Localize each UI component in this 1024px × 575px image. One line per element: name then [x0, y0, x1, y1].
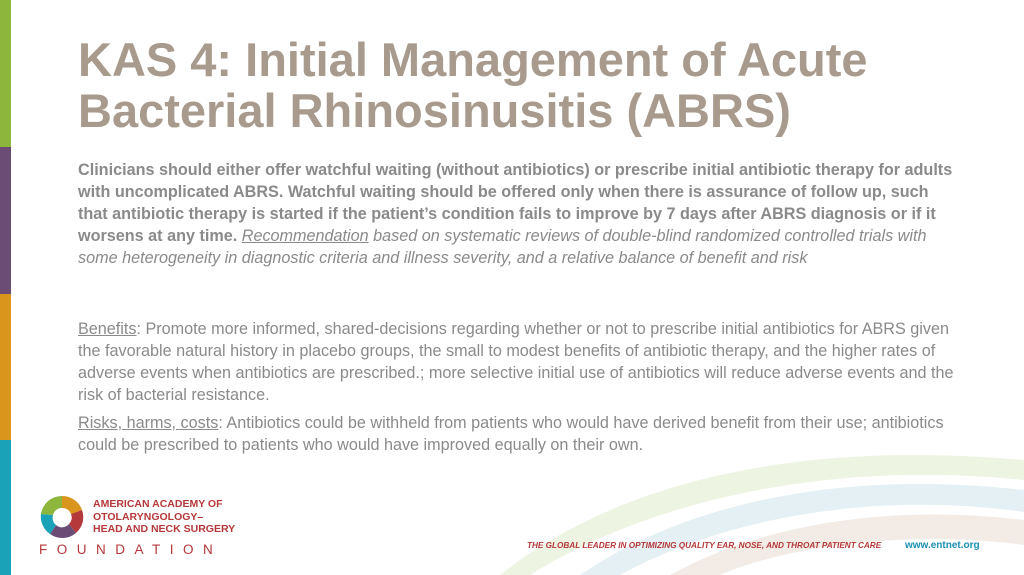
- recommendation-statement: [78, 159, 958, 269]
- risks-paragraph: [78, 412, 958, 456]
- slide-title: KAS 4: Initial Management of Acute Bacterial Rhinosinusitis (ABRS): [78, 33, 868, 137]
- org-line-3: HEAD AND NECK SURGERY: [93, 523, 236, 535]
- website-link[interactable]: www.entnet.org: [905, 540, 980, 551]
- statement-bold-text: Clinicians should either offer watchful waiting (without antibiotics) or prescribe initial antibiotic therapy for adults with uncomplicated ABRS. Watchful waiting should be offered only when there is assurance of follow up, such that antibiotic therapy is started if the patient’s condition fails to improve by 7 days after ABRS diagnosis or if it worsens at any time.: [78, 161, 953, 245]
- left-color-stripe: [0, 0, 11, 575]
- org-line-1: AMERICAN ACADEMY OF: [93, 498, 223, 510]
- stripe-green: [0, 0, 11, 147]
- benefits-text: : Promote more informed, shared-decisions regarding whether or not to prescribe initial antibiotics for ABRS given the favorable natural history in placebo groups, the small to modest benefits of antibiotic therapy, and the higher rates of adverse events when antibiotics are prescribed.; more selective initial use of antibiotics will reduce adverse events and the risk of bacterial resistance.: [78, 320, 954, 404]
- stripe-teal: [0, 440, 11, 575]
- risks-text: : Antibiotics could be withheld from patients who would have derived benefit from their use; antibiotics could be prescribed to patients who would have improved equally on their own.: [78, 414, 944, 454]
- footer-tagline: THE GLOBAL LEADER IN OPTIMIZING QUALITY EAR, NOSE, AND THROAT PATIENT CARE: [527, 541, 882, 550]
- benefits-paragraph: [78, 318, 958, 406]
- organization-name: [93, 498, 253, 536]
- recommendation-text: based on systematic reviews of double-blind randomized controlled trials with some heterogeneity in diagnostic criteria and illness severity, and a relative balance of benefit and risk: [78, 227, 927, 267]
- stripe-orange: [0, 294, 11, 440]
- benefits-label: Benefits: [78, 320, 137, 338]
- risks-label: Risks, harms, costs: [78, 414, 219, 432]
- stripe-purple: [0, 147, 11, 294]
- foundation-label: FOUNDATION: [39, 542, 223, 557]
- recommendation-label: Recommendation: [241, 227, 369, 245]
- org-line-2: OTOLARYNGOLOGY–: [93, 510, 204, 523]
- aao-hns-pinwheel-logo-icon: [38, 494, 86, 540]
